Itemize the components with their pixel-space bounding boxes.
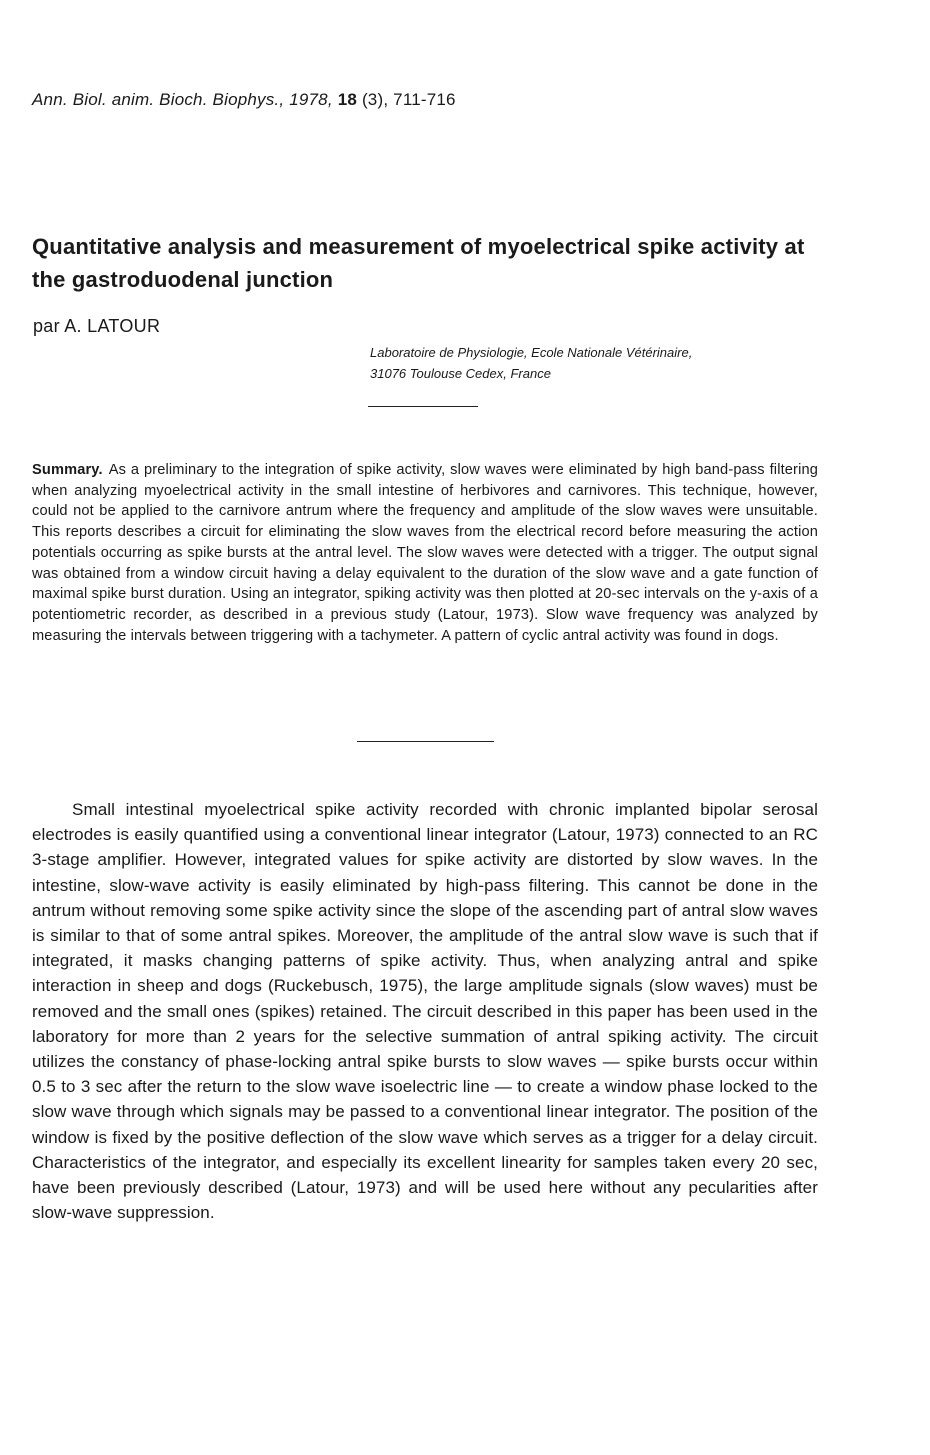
affiliation-line-1: Laboratoire de Physiologie, Ecole Nationale Vétérinaire,: [370, 345, 693, 360]
separator-rule: [368, 406, 478, 407]
author-affiliation: [370, 342, 692, 384]
affiliation-line-2: 31076 Toulouse Cedex, France: [370, 366, 551, 381]
journal-volume: 18: [337, 90, 357, 109]
journal-citation: [32, 90, 456, 110]
article-title: Quantitative analysis and measurement of myoelectrical spike activity at the gastroduodenal junction: [32, 234, 805, 292]
journal-name: Ann. Biol. anim. Bioch. Biophys., 1978,: [32, 90, 333, 109]
journal-issue-pages: (3), 711-716: [361, 90, 456, 109]
summary-paragraph: [32, 460, 818, 646]
summary-text: As a preliminary to the integration of spike activity, slow waves were eliminated by high band-pass filtering when analyzing myoelectrical activity in the small intestine of herbivores and carnivores. This technique, however, could not be applied to the carnivore antrum where the frequency and amplitude of the slow waves were unsuitable. This reports describes a circuit for eliminating the slow waves from the electrical record before measuring the action potentials occurring as spike bursts at the antral level. The slow waves were detected with a trigger. The output signal was obtained from a window circuit having a delay equivalent to the duration of the slow wave and a gate function of maximal spike burst duration. Using an integrator, spiking activity was then plotted at 20-sec intervals on the y-axis of a potentiometric recorder, as described in a previous study (Latour, 1973). Slow wave frequency was analyzed by measuring the intervals between triggering with a tachymeter. A pattern of cyclic antral activity was found in dogs.: [32, 462, 818, 644]
separator-rule: [357, 741, 494, 742]
body-paragraph: Small intestinal myoelectrical spike activity recorded with chronic implanted bipolar serosal electrodes is easily quantified using a conventional linear integrator (Latour, 1973) connected to an RC 3-stage amplifier. However, integrated values for spike activity are distorted by slow waves. In the intestine, slow-wave activity is easily eliminated by high-pass filtering. This cannot be done in the antrum without removing some spike activity since the slope of the ascending part of antral slow waves is similar to that of some antral spikes. Moreover, the amplitude of the antral slow wave is such that if integrated, it masks changing patterns of spike activity. Thus, when analyzing antral and spike interaction in sheep and dogs (Ruckebusch, 1975), the large amplitude signals (slow waves) must be removed and the small ones (spikes) retained. The circuit described in this paper has been used in the laboratory for more than 2 years for the selective summation of antral spiking activity. The circuit utilizes the constancy of phase-locking antral spike bursts to slow waves — spike bursts occur within 0.5 to 3 sec after the return to the slow wave isoelectric line — to create a window phase locked to the slow wave through which signals may be passed to a conventional linear integrator. The position of the window is fixed by the positive deflection of the slow wave which serves as a trigger for a delay circuit. Characteristics of the integrator, and especially its excellent linearity for samples taken every 20 sec, have been previously described (Latour, 1973) and will be used here without any pecularities after slow-wave suppression.: [32, 800, 818, 1223]
article-author: par A. LATOUR: [33, 316, 161, 336]
summary-label: Summary.: [32, 462, 103, 478]
